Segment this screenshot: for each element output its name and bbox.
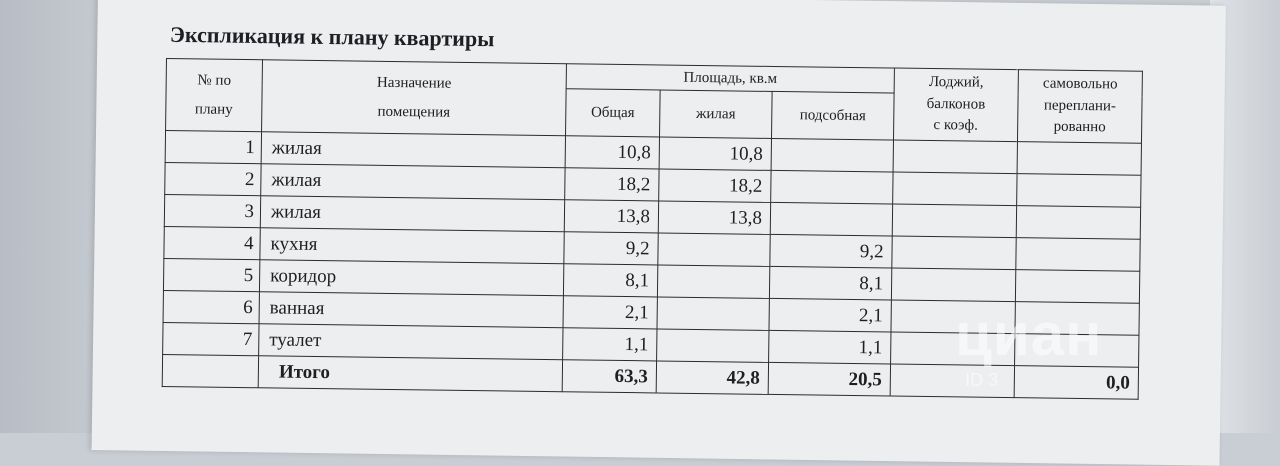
totals-living: 42,8 <box>656 361 768 394</box>
header-area: Площадь, кв.м <box>566 64 894 93</box>
header-area-total: Общая <box>566 89 661 137</box>
table-row: 5 коридор 8,1 8,1 <box>163 258 1139 303</box>
table-row: 7 туалет 1,1 1,1 <box>163 322 1139 367</box>
table-row: 6 ванная 2,1 2,1 <box>163 290 1139 335</box>
table-row: 2 жилая 18,2 18,2 <box>165 162 1141 207</box>
document-title: Экспликация к плану квартиры <box>169 21 495 52</box>
totals-total: 63,3 <box>562 360 656 393</box>
watermark-id: ID 3 <box>965 370 999 390</box>
header-replanned: самовольно переплани- рованно <box>1017 70 1142 144</box>
table-row: 1 жилая 10,8 10,8 <box>165 131 1141 176</box>
watermark-logo: циан <box>955 301 1103 368</box>
header-area-living: жилая <box>660 90 773 138</box>
header-purpose: Назначение помещения <box>262 60 567 136</box>
header-area-aux: подсобная <box>771 91 894 140</box>
header-num: № по плану <box>166 59 263 132</box>
totals-label: Итого <box>258 356 562 392</box>
totals-replanned: 0,0 <box>1014 366 1138 400</box>
table-row: 4 кухня 9,2 9,2 <box>164 226 1140 271</box>
header-loggia: Лоджий, балконов с коэф. <box>893 68 1018 142</box>
totals-aux: 20,5 <box>768 362 890 396</box>
table-row: 3 жилая 13,8 13,8 <box>164 194 1140 239</box>
